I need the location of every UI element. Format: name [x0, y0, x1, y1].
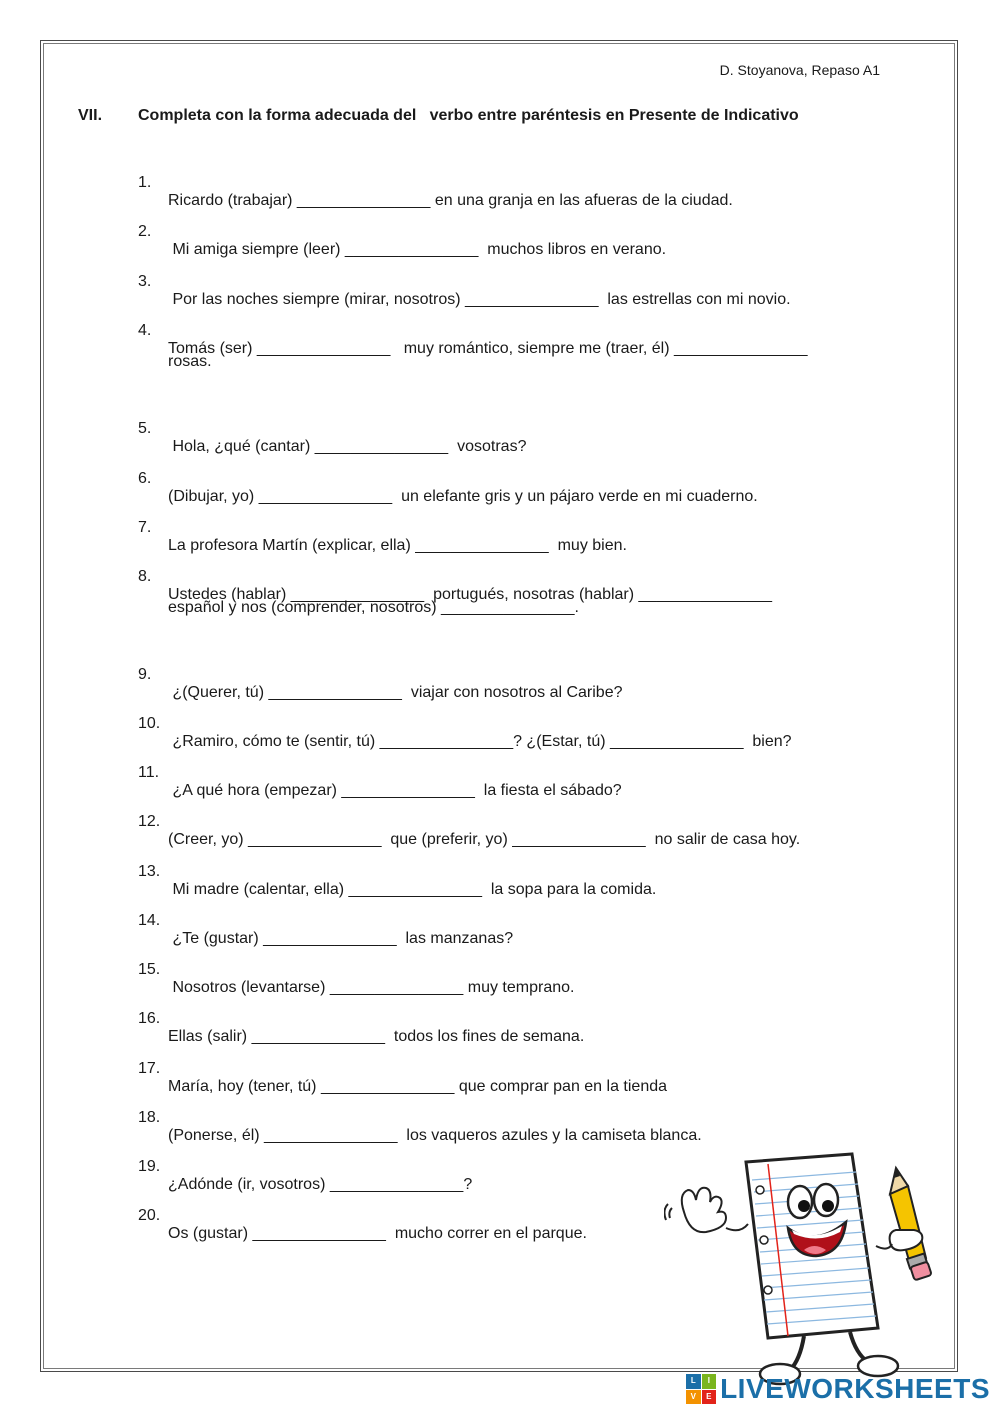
exercise-number: 7. [138, 519, 152, 536]
exercise-11 [138, 746, 622, 800]
exercise-7 [138, 501, 627, 555]
exercise-text: Por las noches siempre (mirar, nosotros) _______________ las estrellas con mi novio. [168, 291, 791, 308]
exercise-12 [138, 795, 801, 849]
exercise-number: 8. [138, 568, 152, 585]
section-number: VII. [78, 107, 103, 124]
exercise-text: María, hoy (tener, tú) _______________ que comprar pan en la tienda [168, 1078, 668, 1095]
exercise-number: 1. [138, 174, 152, 191]
exercise-number: 13. [138, 863, 161, 880]
exercise-text: Nosotros (levantarse) _______________ muy temprano. [168, 979, 575, 996]
exercise-1 [138, 156, 733, 210]
exercise-number: 15. [138, 961, 161, 978]
exercise-number: 11. [138, 764, 160, 781]
exercise-text: Ricardo (trabajar) _______________ en una granja en las afueras de la ciudad. [168, 192, 733, 209]
exercise-number: 2. [138, 223, 152, 240]
exercise-text: (Creer, yo) _______________ que (preferir, yo) _______________ no salir de casa hoy. [168, 831, 801, 848]
logo-letter: I [702, 1374, 717, 1389]
exercise-text: ¿Adónde (ir, vosotros) _______________? [168, 1176, 473, 1193]
exercise-number: 4. [138, 322, 152, 339]
logo-letter: L [686, 1374, 701, 1389]
logo-text: LIVEWORKSHEETS [720, 1373, 990, 1404]
exercise-number: 16. [138, 1010, 161, 1027]
notebook-mascot-illustration [664, 1150, 954, 1390]
exercise-3 [138, 255, 791, 309]
exercise-text: Ustedes (hablar) _______________ portugués, nosotras (hablar) _______________ [168, 586, 773, 603]
exercise-text: (Ponerse, él) _______________ los vaqueros azules y la camiseta blanca. [168, 1127, 702, 1144]
exercise-8 [138, 550, 773, 604]
exercise-text: ¿A qué hora (empezar) _______________ la fiesta el sábado? [168, 782, 622, 799]
exercise-5 [138, 402, 527, 456]
exercise-number: 6. [138, 470, 152, 487]
exercise-number: 19. [138, 1158, 161, 1175]
exercise-15 [138, 943, 575, 997]
exercise-text: (Dibujar, yo) _______________ un elefante gris y un pájaro verde en mi cuaderno. [168, 488, 758, 505]
exercise-number: 3. [138, 273, 152, 290]
exercise-10 [138, 697, 792, 751]
exercise-number: 18. [138, 1109, 161, 1126]
waving-hand-icon [664, 1188, 748, 1232]
section-instruction: Completa con la forma adecuada del verbo entre paréntesis en Presente de Indicativo [138, 107, 799, 124]
exercise-4-continuation: rosas. [168, 353, 212, 370]
exercise-9 [138, 648, 623, 702]
exercise-text: Tomás (ser) _______________ muy romántico, siempre me (traer, él) _______________ [168, 340, 808, 357]
exercise-number: 12. [138, 813, 161, 830]
exercise-text: ¿Ramiro, cómo te (sentir, tú) _______________? ¿(Estar, tú) _______________ bien? [168, 733, 792, 750]
legs-icon [790, 1332, 868, 1370]
exercise-6 [138, 452, 758, 506]
exercise-13 [138, 845, 657, 899]
logo-letter: V [686, 1390, 701, 1405]
exercise-16 [138, 992, 585, 1046]
exercise-number: 5. [138, 420, 152, 437]
exercise-number: 10. [138, 715, 161, 732]
logo-mark-icon [686, 1374, 716, 1404]
exercise-text: La profesora Martín (explicar, ella) _______________ muy bien. [168, 537, 627, 554]
exercise-text: Os (gustar) _______________ mucho correr en el parque. [168, 1225, 587, 1242]
exercise-number: 20. [138, 1207, 161, 1224]
exercise-14 [138, 894, 514, 948]
logo-letter: E [702, 1390, 717, 1405]
author-header: D. Stoyanova, Repaso A1 [719, 62, 880, 78]
exercise-19 [138, 1140, 473, 1194]
pencil-icon [890, 1168, 932, 1280]
liveworksheets-logo [686, 1371, 990, 1407]
exercise-text: ¿(Querer, tú) _______________ viajar con nosotros al Caribe? [168, 684, 623, 701]
exercise-number: 17. [138, 1060, 161, 1077]
exercise-number: 9. [138, 666, 152, 683]
exercise-text: Ellas (salir) _______________ todos los fines de semana. [168, 1028, 585, 1045]
exercise-20 [138, 1189, 587, 1243]
exercise-text: Mi madre (calentar, ella) _______________ la sopa para la comida. [168, 881, 657, 898]
exercise-text: Hola, ¿qué (cantar) _______________ vosotras? [168, 438, 527, 455]
exercise-text: Mi amiga siempre (leer) _______________ muchos libros en verano. [168, 241, 667, 258]
exercise-text: ¿Te (gustar) _______________ las manzanas? [168, 930, 514, 947]
right-hand-icon [876, 1230, 922, 1250]
exercise-8-continuation: español y nos (comprender, nosotros) _______________. [168, 599, 579, 616]
exercise-2 [138, 205, 667, 259]
exercise-4 [138, 304, 808, 358]
exercise-18 [138, 1091, 702, 1145]
exercise-number: 14. [138, 912, 161, 929]
exercise-17 [138, 1042, 668, 1096]
